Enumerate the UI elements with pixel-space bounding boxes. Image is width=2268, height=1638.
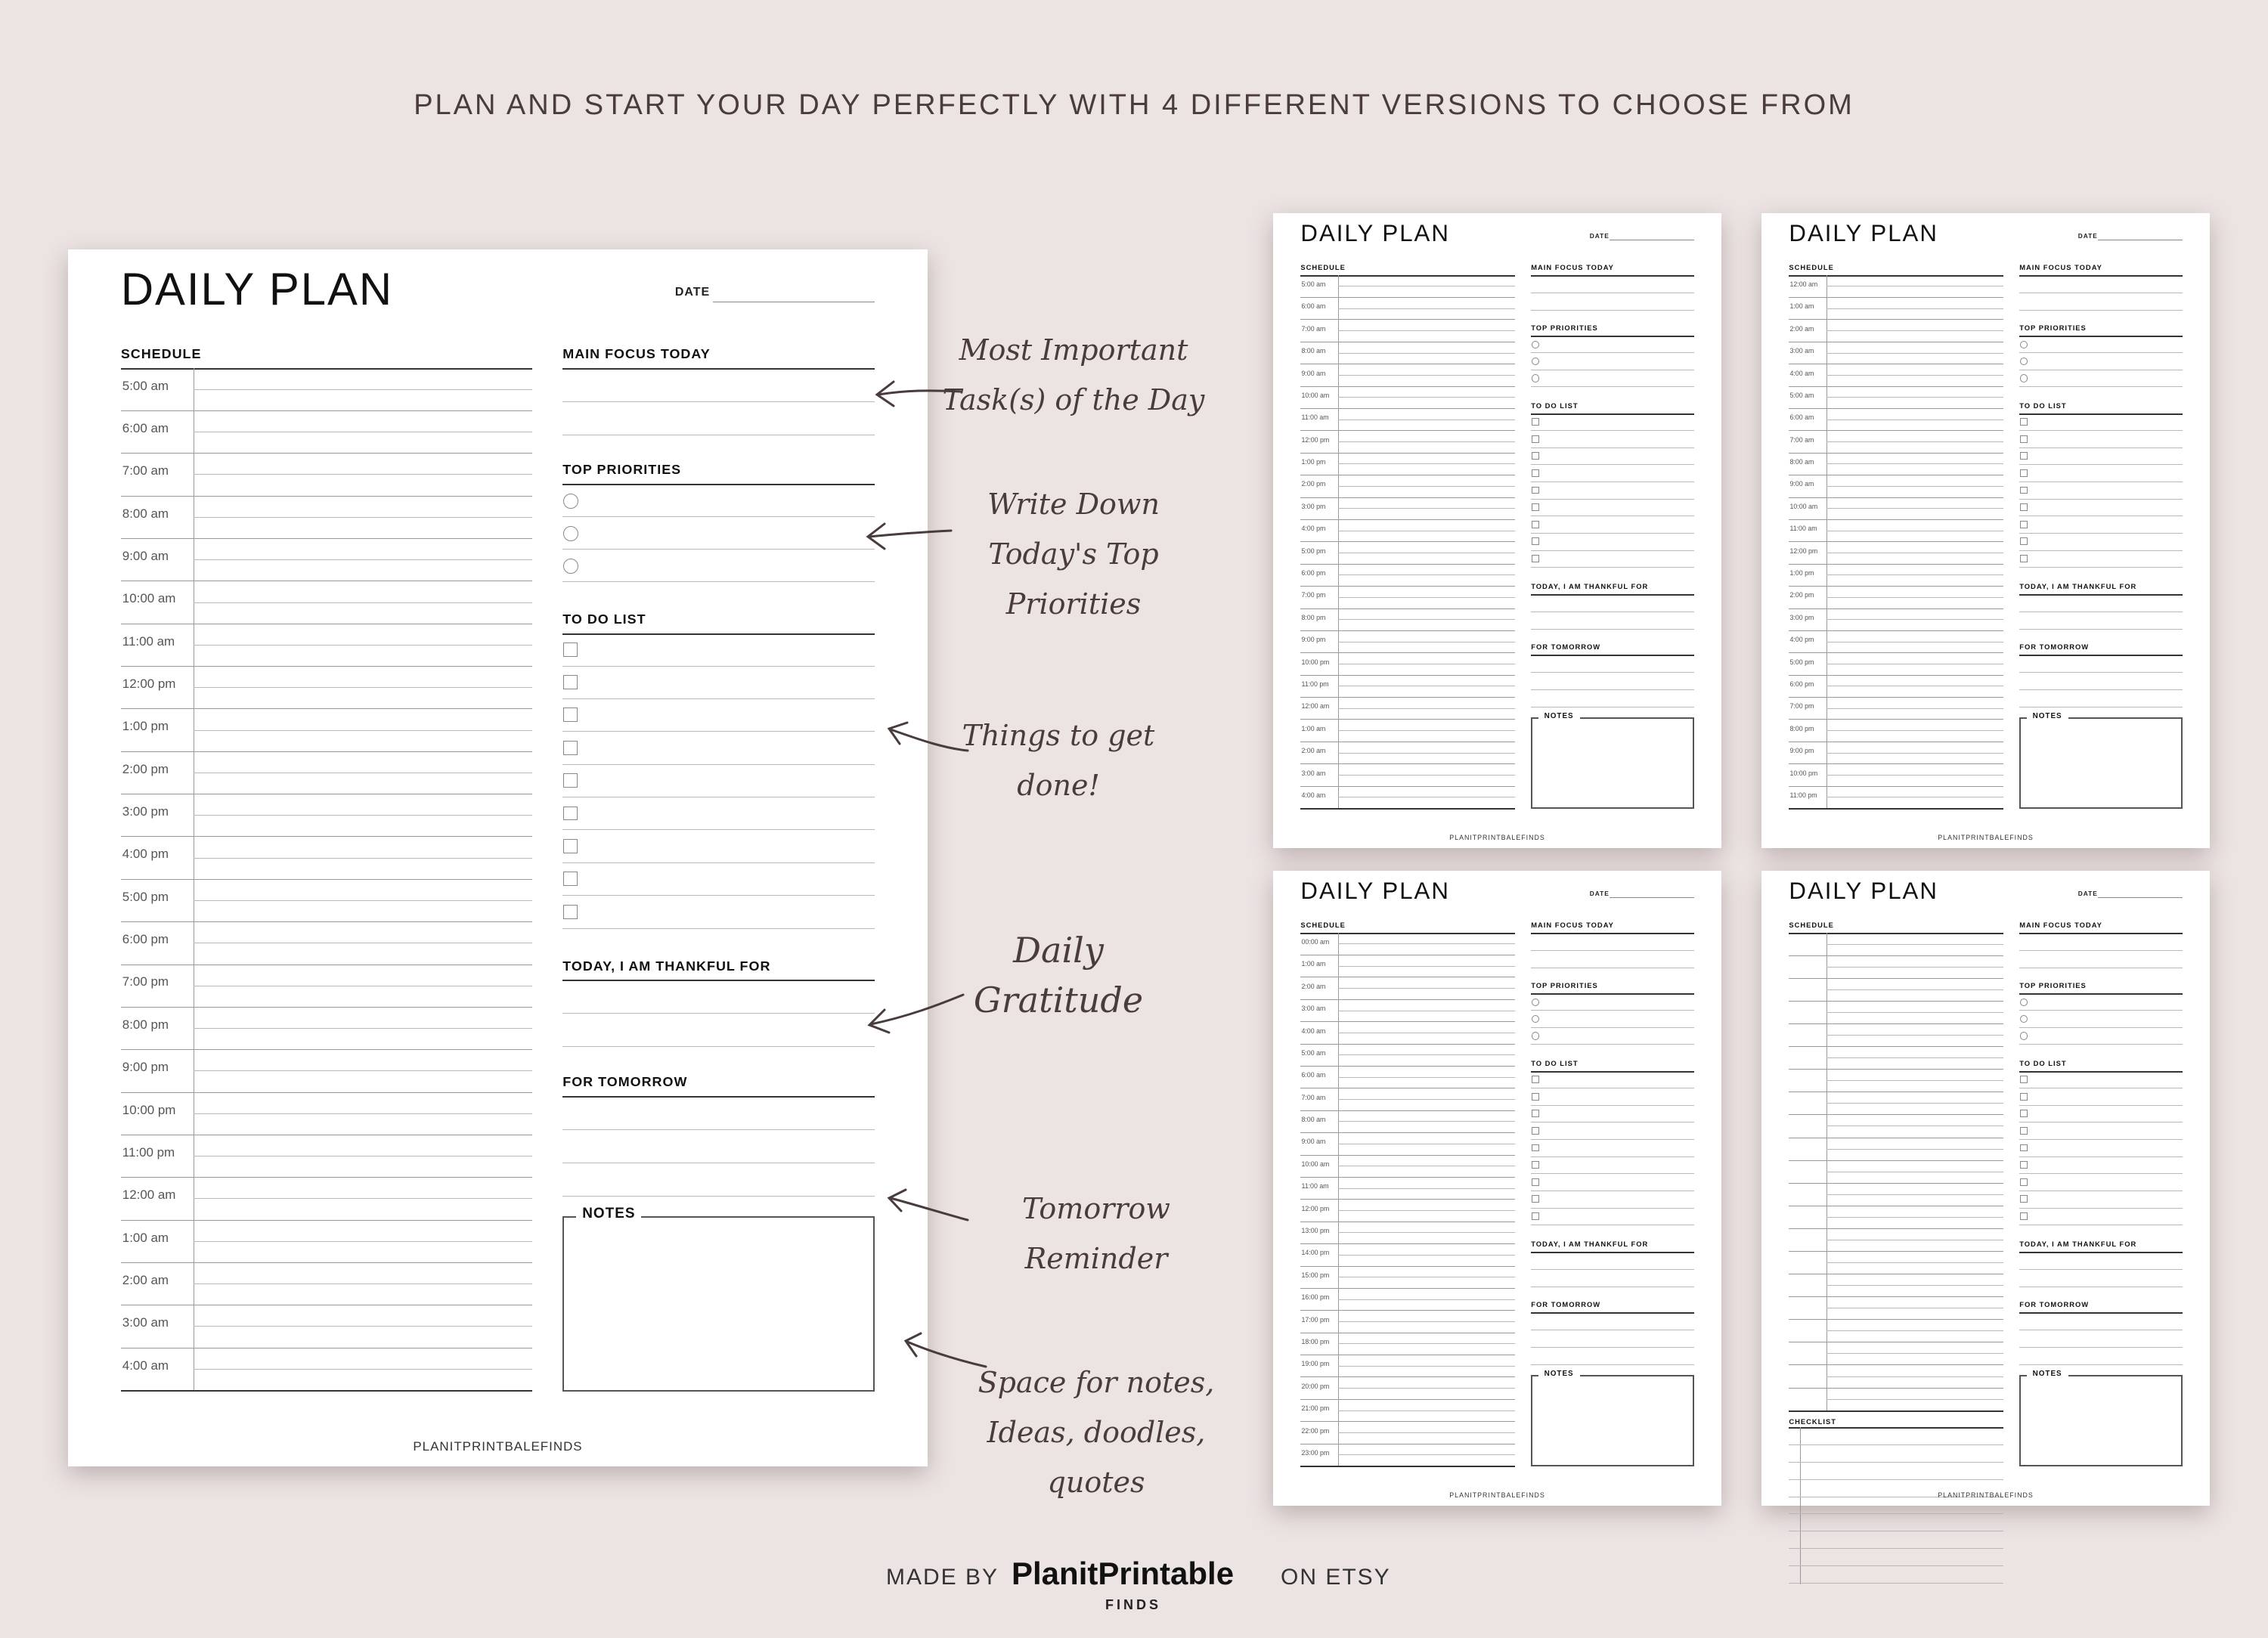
schedule-time: 6:00 am <box>1789 413 1814 422</box>
schedule-time: 00:00 am <box>1301 937 1330 946</box>
schedule-time: 10:00 pm <box>1789 769 1818 777</box>
notes-label: NOTES <box>576 1206 641 1222</box>
schedule-time: 12:00 pm <box>1789 547 1818 555</box>
date-label: DATE <box>2077 231 2098 240</box>
schedule-time: 11:00 am <box>1301 413 1329 422</box>
thankful-label: TODAY, I AM THANKFUL FOR <box>1531 1240 1649 1248</box>
schedule-time: 9:00 am <box>1301 1138 1326 1146</box>
sheet-footer: PLANITPRINTBALEFINDS <box>413 1438 583 1454</box>
annotation-priorities: Write Down Today's Top Priorities <box>987 488 1160 621</box>
schedule-time: 9:00 pm <box>1301 636 1326 644</box>
made-by-label: MADE BY <box>886 1565 999 1590</box>
schedule-time: 11:00 pm <box>122 1144 175 1160</box>
notes-label: NOTES <box>2027 1370 2068 1378</box>
schedule-time: 1:00 pm <box>1301 458 1326 466</box>
schedule-time: 5:00 am <box>1301 1048 1326 1057</box>
schedule-time: 19:00 pm <box>1301 1360 1330 1368</box>
schedule-time: 9:00 pm <box>122 1060 169 1075</box>
schedule-time: 10:00 am <box>122 591 176 606</box>
schedule-time: 12:00 pm <box>122 677 176 691</box>
annotation-tomorrow: Tomorrow Reminder <box>1022 1192 1170 1275</box>
schedule-time: 4:00 am <box>1789 369 1814 377</box>
schedule-time: 8:00 pm <box>122 1017 169 1032</box>
schedule-time: 5:00 am <box>1301 280 1326 288</box>
annotation-gratitude: Daily Gratitude <box>973 930 1144 1020</box>
page-title: DAILY PLAN <box>120 263 394 314</box>
schedule-label: SCHEDULE <box>1300 921 1346 929</box>
schedule-time: 2:00 pm <box>1789 591 1814 599</box>
schedule-time: 5:00 am <box>122 378 169 393</box>
brand-name: PlanitPrintable <box>1012 1556 1235 1591</box>
schedule-time: 1:00 pm <box>1789 569 1814 577</box>
schedule-time: 4:00 am <box>1301 791 1326 799</box>
schedule-time: 8:00 am <box>1789 458 1814 466</box>
schedule-time: 7:00 am <box>1301 324 1326 333</box>
schedule-time: 12:00 am <box>1301 702 1330 711</box>
schedule-time: 3:00 am <box>1301 769 1326 777</box>
schedule-label: SCHEDULE <box>120 345 202 361</box>
schedule-time: 9:00 am <box>1789 480 1814 488</box>
sheet-footer: PLANITPRINTBALEFINDS <box>1449 833 1545 841</box>
schedule-time: 16:00 pm <box>1301 1293 1330 1302</box>
schedule-time: 10:00 am <box>1789 502 1818 510</box>
schedule-time: 5:00 am <box>1789 391 1814 399</box>
schedule-time: 13:00 pm <box>1301 1227 1330 1235</box>
schedule-time: 6:00 pm <box>1789 680 1814 688</box>
schedule-time: 9:00 am <box>122 548 169 563</box>
top-priorities-label: TOP PRIORITIES <box>2019 981 2087 989</box>
schedule-time: 8:00 am <box>122 506 169 521</box>
todo-label: TO DO LIST <box>1531 1059 1579 1067</box>
top-priorities-label: TOP PRIORITIES <box>2019 324 2087 332</box>
page-title: DAILY PLAN <box>1789 220 1938 247</box>
schedule-time: 12:00 am <box>1789 280 1818 288</box>
schedule-time: 3:00 am <box>1301 1005 1326 1013</box>
schedule-time: 11:00 pm <box>1789 791 1817 799</box>
schedule-time: 18:00 pm <box>1301 1337 1330 1345</box>
schedule-time: 1:00 am <box>1789 302 1814 311</box>
schedule-time: 8:00 am <box>1301 1116 1326 1124</box>
schedule-time: 3:00 am <box>1789 347 1814 355</box>
headline: PLAN AND START YOUR DAY PERFECTLY WITH 4 DIFFERENT VERSIONS TO CHOOSE FROM <box>414 89 1854 121</box>
sheet-footer: PLANITPRINTBALEFINDS <box>1938 833 2034 841</box>
page-title: DAILY PLAN <box>1789 878 1938 905</box>
schedule-time: 2:00 am <box>1789 324 1814 333</box>
date-label: DATE <box>1589 889 1610 897</box>
main-focus-label: MAIN FOCUS TODAY <box>1531 921 1614 929</box>
todo-label: TO DO LIST <box>1531 401 1579 410</box>
schedule-time: 4:00 am <box>1301 1026 1326 1035</box>
arrow-tomorrow <box>891 1198 968 1220</box>
annotation-notes: Space for notes, Ideas, doodles, quotes <box>978 1366 1215 1499</box>
schedule-label: SCHEDULE <box>1789 921 1834 929</box>
schedule-time: 6:00 am <box>122 420 169 435</box>
main-focus-label: MAIN FOCUS TODAY <box>2019 263 2102 271</box>
schedule-time: 23:00 pm <box>1301 1448 1330 1457</box>
schedule-time: 3:00 pm <box>122 804 169 819</box>
schedule-time: 3:00 pm <box>1301 502 1326 510</box>
date-label: DATE <box>674 285 711 299</box>
schedule-time: 10:00 pm <box>1301 658 1330 666</box>
thankful-label: TODAY, I AM THANKFUL FOR <box>2019 1240 2137 1248</box>
schedule-time: 22:00 pm <box>1301 1426 1330 1435</box>
schedule-time: 3:00 am <box>122 1315 169 1330</box>
schedule-time: 7:00 am <box>1301 1093 1326 1101</box>
top-priorities-label: TOP PRIORITIES <box>1531 324 1598 332</box>
schedule-time: 15:00 pm <box>1301 1271 1330 1279</box>
main-focus-label: MAIN FOCUS TODAY <box>1531 263 1614 271</box>
schedule-time: 10:00 am <box>1301 391 1330 399</box>
tomorrow-label: FOR TOMORROW <box>1531 643 1601 652</box>
annotation-focus: Most Important Task(s) of the Day <box>942 333 1205 416</box>
top-priorities-label: TOP PRIORITIES <box>562 462 682 478</box>
page-title: DAILY PLAN <box>1300 878 1450 905</box>
schedule-time: 7:00 pm <box>1301 591 1326 599</box>
schedule-time: 9:00 am <box>1301 369 1326 377</box>
schedule-time: 6:00 am <box>1301 302 1326 311</box>
schedule-time: 6:00 pm <box>122 932 169 947</box>
todo-label: TO DO LIST <box>2019 1059 2067 1067</box>
schedule-time: 11:00 am <box>1301 1182 1329 1191</box>
schedule-time: 2:00 pm <box>122 761 169 776</box>
schedule-time: 12:00 pm <box>1301 435 1330 444</box>
schedule-time: 11:00 am <box>1789 525 1817 533</box>
tomorrow-label: FOR TOMORROW <box>2019 1301 2090 1309</box>
schedule-time: 4:00 pm <box>122 847 169 862</box>
date-label: DATE <box>1589 231 1610 240</box>
schedule-time: 20:00 pm <box>1301 1382 1330 1390</box>
checklist-label: CHECKLIST <box>1789 1418 1836 1426</box>
schedule-time: 7:00 pm <box>122 974 169 989</box>
schedule-time: 11:00 pm <box>1301 680 1329 688</box>
notes-label: NOTES <box>2027 712 2068 720</box>
date-label: DATE <box>2077 889 2098 897</box>
on-etsy-label: ON ETSY <box>1281 1565 1391 1590</box>
schedule-label: SCHEDULE <box>1300 263 1346 271</box>
schedule-time: 2:00 pm <box>1301 480 1326 488</box>
schedule-time: 7:00 pm <box>1789 702 1814 711</box>
schedule-time: 4:00 pm <box>1301 525 1326 533</box>
schedule-time: 6:00 am <box>1301 1071 1326 1079</box>
todo-label: TO DO LIST <box>562 611 646 627</box>
schedule-time: 4:00 pm <box>1789 636 1814 644</box>
thankful-label: TODAY, I AM THANKFUL FOR <box>1531 582 1649 590</box>
schedule-time: 8:00 pm <box>1789 724 1814 732</box>
schedule-time: 12:00 am <box>122 1187 176 1203</box>
schedule-time: 8:00 am <box>1301 347 1326 355</box>
schedule-time: 7:00 am <box>1789 435 1814 444</box>
page-title: DAILY PLAN <box>1300 220 1450 247</box>
notes-label: NOTES <box>1538 1370 1580 1378</box>
schedule-time: 10:00 am <box>1301 1160 1330 1168</box>
schedule-time: 14:00 pm <box>1301 1249 1330 1257</box>
schedule-time: 2:00 am <box>1301 747 1326 755</box>
schedule-time: 5:00 pm <box>122 889 169 904</box>
schedule-time: 4:00 am <box>122 1358 169 1373</box>
sheet-footer: PLANITPRINTBALEFINDS <box>1938 1491 2034 1499</box>
schedule-time: 1:00 am <box>122 1230 169 1245</box>
schedule-time: 9:00 pm <box>1789 747 1814 755</box>
schedule-time: 2:00 am <box>122 1272 169 1287</box>
schedule-time: 2:00 am <box>1301 982 1326 990</box>
schedule-time: 1:00 am <box>1301 724 1326 732</box>
schedule-time: 21:00 pm <box>1301 1404 1330 1413</box>
thankful-label: TODAY, I AM THANKFUL FOR <box>562 958 771 974</box>
schedule-time: 7:00 am <box>122 463 169 478</box>
top-priorities-label: TOP PRIORITIES <box>1531 981 1598 989</box>
schedule-time: 5:00 pm <box>1789 658 1814 666</box>
notes-label: NOTES <box>1538 712 1580 720</box>
schedule-time: 3:00 pm <box>1789 613 1814 621</box>
tomorrow-label: FOR TOMORROW <box>1531 1301 1601 1309</box>
thankful-label: TODAY, I AM THANKFUL FOR <box>2019 582 2137 590</box>
schedule-time: 5:00 pm <box>1301 547 1326 555</box>
sheet-footer: PLANITPRINTBALEFINDS <box>1449 1491 1545 1499</box>
main-focus-label: MAIN FOCUS TODAY <box>2019 921 2102 929</box>
tomorrow-label: FOR TOMORROW <box>2019 643 2090 652</box>
brand-sub: FINDS <box>1105 1597 1161 1612</box>
main-focus-label: MAIN FOCUS TODAY <box>562 345 711 361</box>
schedule-time: 12:00 pm <box>1301 1204 1330 1212</box>
schedule-time: 1:00 am <box>1301 960 1326 968</box>
schedule-time: 17:00 pm <box>1301 1315 1330 1324</box>
todo-label: TO DO LIST <box>2019 401 2067 410</box>
schedule-time: 1:00 pm <box>122 719 169 734</box>
schedule-time: 8:00 pm <box>1301 613 1326 621</box>
schedule-time: 6:00 pm <box>1301 569 1326 577</box>
tomorrow-label: FOR TOMORROW <box>562 1074 688 1090</box>
schedule-label: SCHEDULE <box>1789 263 1834 271</box>
schedule-time: 11:00 am <box>122 633 175 649</box>
annotation-todo: Things to get done! <box>962 719 1155 802</box>
schedule-time: 10:00 pm <box>122 1102 176 1117</box>
